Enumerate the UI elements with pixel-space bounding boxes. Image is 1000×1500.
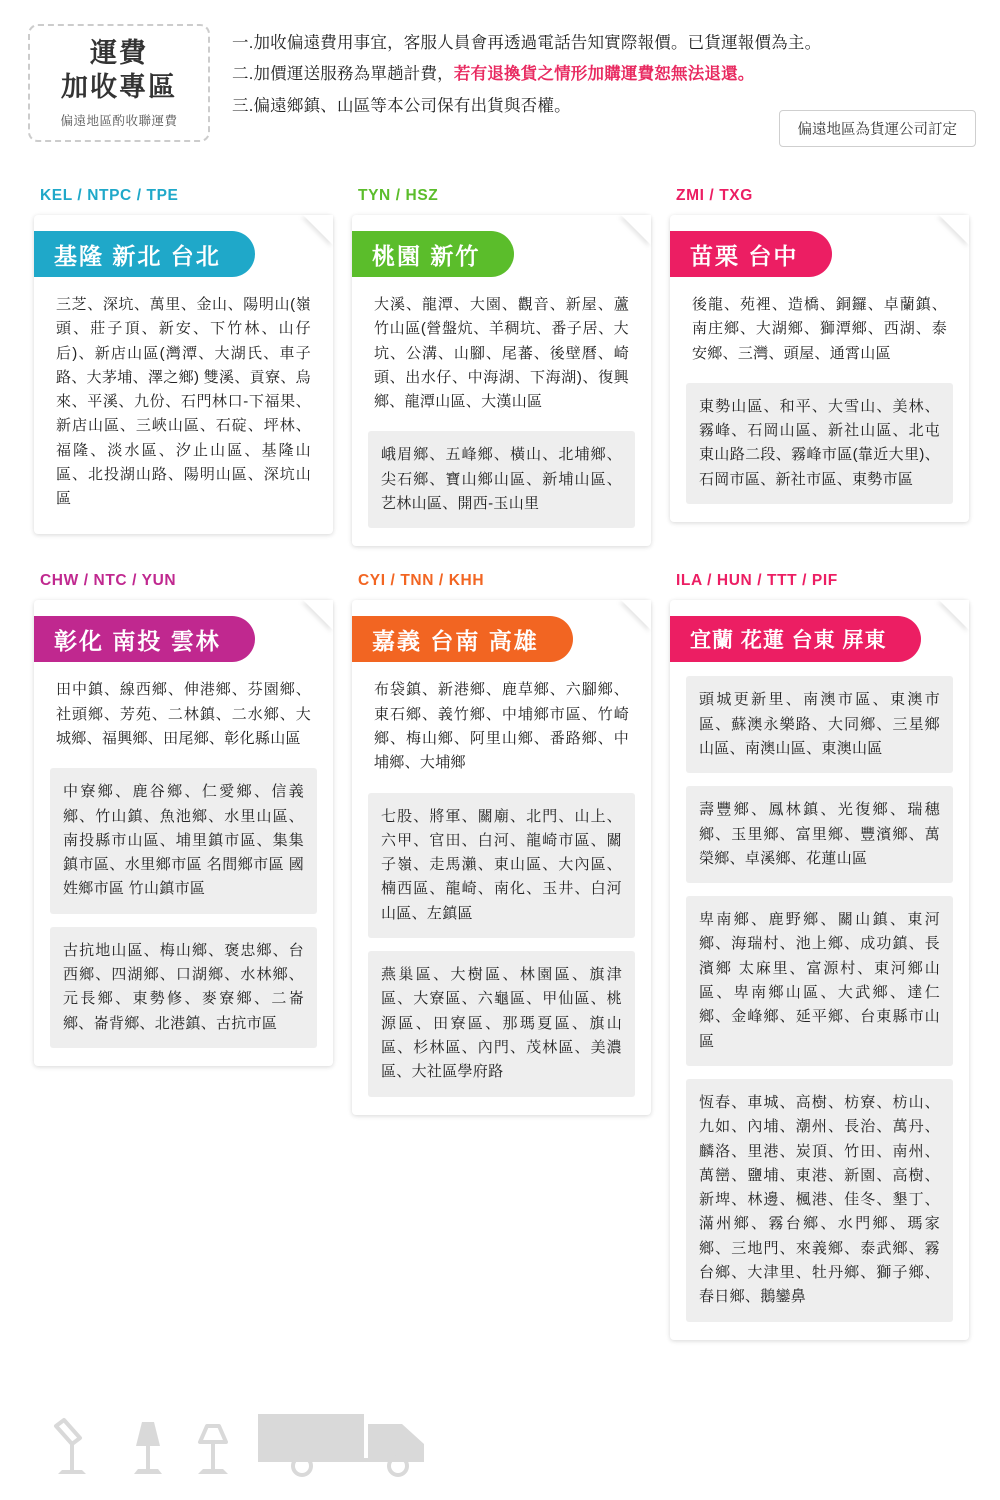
- region-code: TYN / HSZ: [358, 187, 439, 204]
- delivery-truck-icon: [256, 1406, 442, 1478]
- region-code: ZMI / TXG: [676, 187, 753, 204]
- region-blocks: [686, 676, 953, 1321]
- footer-icons: [52, 1406, 442, 1478]
- region-title: 彰化 南投 雲林: [34, 616, 255, 662]
- region-card: [34, 215, 333, 534]
- table-lamp-icon: [126, 1416, 170, 1478]
- region-area-block: 七股、將軍、關廟、北門、山上、六甲、官田、白河、龍崎市區、關子嶺、走馬瀨、東山區、大內區、楠西區、龍崎、南化、玉井、白河山區、左鎮區: [368, 793, 635, 938]
- region-code: CHW / NTC / YUN: [40, 572, 177, 590]
- region-area-block: 壽豐鄉、鳳林鎮、光復鄉、瑞穗鄉、玉里鄉、富里鄉、豐濱鄉、萬榮鄉、卓溪鄉、花蓮山區: [686, 786, 953, 883]
- region-area-block: 卑南鄉、鹿野鄉、關山鎮、東河鄉、海瑞村、池上鄉、成功鎮、長濱鄉 太麻里、富源村、東河鄉山區、卑南鄉山區、大武鄉、達仁鄉、金峰鄉、延平鄉、台東縣市山區: [686, 896, 953, 1066]
- header: [28, 24, 976, 154]
- region-title: 宜蘭 花蓮 台東 屏東: [670, 616, 921, 662]
- region-area-block: 燕巢區、大樹區、林園區、旗津區、大寮區、六龜區、甲仙區、桃源區、田寮區、那瑪夏區、旗山區、杉林區、內門、茂林區、美濃區、大社區學府路: [368, 951, 635, 1096]
- region-area-block: 頭城更新里、南澳市區、東澳市區、蘇澳永樂路、大同鄉、三星鄉山區、南澳山區、東澳山區: [686, 676, 953, 773]
- region-title-wrap: [34, 231, 333, 277]
- region-title: 苗栗 台中: [670, 231, 832, 277]
- region-area-block: 大溪、龍潭、大園、觀音、新屋、蘆竹山區(營盤炕、羊稠坑、番子居、大坑、公溝、山腳、尾蕃、後壁曆、崎頭、出水仔、中海湖、下海湖)、復興鄉、龍潭山區、大漢山區: [374, 296, 629, 411]
- region-blocks: [686, 291, 953, 504]
- region-title-wrap: [352, 231, 651, 277]
- region-panel-chw-ntc-yun: [34, 570, 333, 1339]
- region-area-block: 布袋鎮、新港鄉、鹿草鄉、六腳鄉、東石鄉、義竹鄉、中埔鄉市區、竹崎鄉、梅山鄉、阿里山鄉、番路鄉、中埔鄉、大埔鄉: [374, 681, 629, 772]
- region-blocks: [368, 676, 635, 1096]
- region-blocks: [368, 291, 635, 528]
- note-2: [232, 63, 976, 86]
- note-3: 三.偏遠鄉鎮、山區等本公司保有出貨與否權。: [232, 96, 571, 115]
- region-panel-ila-hun-ttt-pif: [670, 570, 969, 1339]
- region-code: KEL / NTPC / TPE: [40, 187, 179, 204]
- region-card: [34, 600, 333, 1066]
- region-title-wrap: [670, 616, 969, 662]
- floor-lamp-icon: [192, 1416, 234, 1478]
- badge-line-2: 加收專區: [61, 71, 177, 102]
- region-card: [352, 215, 651, 546]
- region-card: [670, 215, 969, 522]
- region-title-wrap: [34, 616, 333, 662]
- shipping-fee-badge: [28, 24, 210, 142]
- remote-area-note-box: 偏遠地區為貨運公司訂定: [779, 110, 977, 147]
- region-area-block: 峨眉鄉、五峰鄉、橫山、北埔鄉、尖石鄉、寶山鄉山區、新埔山區、艺林山區、開西-玉山里: [368, 431, 635, 528]
- badge-line-3: 偏遠地區酌收聯運費: [60, 114, 178, 129]
- region-area-block: 中寮鄉、鹿谷鄉、仁愛鄉、信義鄉、竹山鎮、魚池鄉、水里山區、南投縣市山區、埔里鎮市區、集集鎮市區、水里鄉市區 名間鄉市區 國姓鄉市區 竹山鎮市區: [50, 768, 317, 913]
- region-area-block: 恆春、車城、高樹、枋寮、枋山、九如、內埔、潮州、長治、萬丹、麟洛、里港、炭頂、竹田、南州、萬巒、鹽埔、東港、新園、高樹、新埤、林邊、楓港、佳冬、墾丁、滿州鄉、霧台鄉、水門鄉、瑪家鄉、三地門、來義鄉、泰武鄉、霧台鄉、大津里、牡丹鄉、獅子鄉、春日鄉、鵝鑾鼻: [686, 1079, 953, 1322]
- region-code: ILA / HUN / TTT / PIF: [676, 572, 838, 590]
- region-title-wrap: [352, 616, 651, 662]
- region-code: CYI / TNN / KHH: [358, 572, 485, 590]
- region-area-block: 東勢山區、和平、大雪山、美林、霧峰、石岡山區、新社山區、北屯東山路二段、霧峰市區(靠近大里)、石岡市區、新社市區、東勢市區: [686, 383, 953, 504]
- region-area-block: 後龍、苑裡、造橋、銅鑼、卓蘭鎮、南庄鄉、大湖鄉、獅潭鄉、西湖、泰安鄉、三灣、頭屋、通霄山區: [692, 296, 947, 362]
- region-area-block: 田中鎮、線西鄉、伸港鄉、芬園鄉、社頭鄉、芳苑、二林鎮、二水鄉、大城鄉、福興鄉、田尾鄉、彰化縣山區: [56, 681, 311, 747]
- region-panel-cyi-tnn-khh: [352, 570, 651, 1339]
- region-card: [670, 600, 969, 1339]
- region-panel-grid: [34, 185, 970, 1364]
- region-area-block: 古抗地山區、梅山鄉、褒忠鄉、台西鄉、四湖鄉、口湖鄉、水林鄉、元長鄉、東勢修、麥寮鄉、二崙鄉、崙背鄉、北港鎮、古抗市區: [50, 927, 317, 1048]
- region-title: 嘉義 台南 高雄: [352, 616, 573, 662]
- region-panel-kel-ntpc-tpe: [34, 185, 333, 546]
- region-blocks: [50, 676, 317, 1048]
- region-card: [352, 600, 651, 1114]
- region-panel-tyn-hsz: [352, 185, 651, 546]
- note-1: 一.加收偏遠費用事宜，客服人員會再透過電話告知實際報價。已貨運報價為主。: [232, 34, 822, 52]
- desk-lamp-icon: [52, 1416, 104, 1478]
- badge-line-1: 運費: [90, 37, 148, 68]
- region-area-block: 三芝、深坑、萬里、金山、陽明山(嶺頭、莊子頂、新安、下竹林、山仔后)、新店山區(灣潭、大湖氏、車子路、大茅埔、澤之鄉) 雙溪、貢寮、烏來、平溪、九份、石門林口-下福果、新店山區、三峽山區、石碇、坪林、福隆、淡水區、汐止山區、基隆山區、北投湖山路、陽明山區、深坑山區: [56, 296, 311, 508]
- region-blocks: [50, 291, 317, 516]
- region-panel-zmi-txg: [670, 185, 969, 546]
- note-2-text: 二.加價運送服務為單趟計費，: [232, 65, 454, 84]
- region-title: 桃園 新竹: [352, 231, 514, 277]
- note-2-emphasis: 若有退換貨之情形加購運費恕無法退還。: [453, 65, 755, 84]
- region-title: 基隆 新北 台北: [34, 231, 255, 277]
- region-title-wrap: [670, 231, 969, 277]
- header-notes: [232, 24, 976, 138]
